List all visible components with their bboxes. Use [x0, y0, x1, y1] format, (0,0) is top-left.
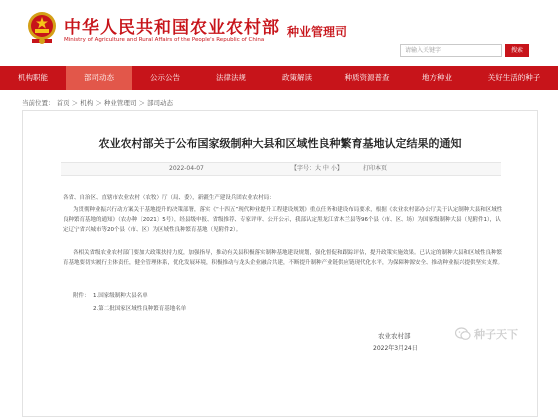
article-title: 农业农村部关于公布国家级制种大县和区域性良种繁育基地认定结果的通知	[98, 137, 462, 150]
section-name[interactable]: 种业管理司	[287, 25, 348, 39]
nav-item-seeds[interactable]: 关好生活的种子	[487, 73, 541, 82]
attachment-link[interactable]: 2.第二批国家区域性良种繁育基地名单	[93, 306, 187, 312]
breadcrumb-seed-dept[interactable]: 种业管理司	[103, 99, 137, 107]
nav-item-news[interactable]: 部司动态	[66, 66, 132, 90]
font-size-switch[interactable]: 【字号：大 中 小】	[291, 165, 343, 172]
breadcrumb	[22, 98, 173, 107]
article-paragraph: 各相关省级农业农村部门要加大政策扶持力度，加强指导，推动有关县积极落实制种基地建设规划，强化督促和跟踪评估，提升政策实施效果。已认定的制种大县和区域性良种繁育基地要切实履行主体责任，健全管理体系，优化发展环境，积极推动与龙头企业融合共建，不断提升制种产业链供应链现代化水平，为保障种源安全、推动种业振兴提供坚实支撑。	[63, 250, 504, 266]
main-nav	[0, 66, 558, 90]
breadcrumb-institutions[interactable]: 机构	[80, 99, 94, 107]
wechat-icon	[455, 327, 471, 341]
article-paragraph: 为贯彻种业振兴行动方案关于基地提升的决策部署，落实《“十四五”现代种业提升工程建设规划》重点任务和建设布局要求，根据《农业农村部办公厅关于认定制种大县和区域性良种繁育基地的通知》（农办种〔2021〕5号），经县级申报、省级推荐、专家评审、公开公示，我部认定黑龙江省木兰县等96个县（市、区、场）为国家级制种大县（见附件1），认定辽宁省兴城市等20个县（市、区）为区域性良种繁育基地（见附件2）。	[63, 207, 503, 233]
site-title[interactable]: 中华人民共和国农业农村部	[64, 18, 280, 38]
article-addressee: 各省、自治区、直辖市农业农村（农牧）厅（局、委），新疆生产建设兵团农业农村局：	[63, 195, 275, 201]
breadcrumb-news[interactable]: 部司动态	[147, 99, 174, 107]
print-link[interactable]: 打印本页	[363, 165, 388, 172]
breadcrumb-separator: ＞	[95, 99, 102, 107]
attachment-label: 附件：	[73, 293, 90, 299]
nav-item-notices[interactable]: 公示公告	[150, 73, 180, 82]
nav-item-local[interactable]: 地方种业	[422, 73, 452, 82]
watermark-text: 种子天下	[474, 328, 518, 341]
nav-item-policy[interactable]: 政策解读	[282, 73, 312, 82]
watermark	[455, 325, 518, 343]
nav-item-institutions[interactable]: 机构职能	[18, 73, 48, 82]
attachment-link[interactable]: 1.国家级制种大县名单	[93, 293, 148, 299]
article-signature-date: 2022年3月24日	[373, 345, 418, 352]
search-input[interactable]: 请输入关键字	[400, 44, 502, 57]
article-date: 2022-04-07	[169, 165, 204, 172]
breadcrumb-separator: ＞	[138, 99, 145, 107]
breadcrumb-separator: ＞	[71, 99, 79, 107]
nav-item-germplasm[interactable]: 种质资源普查	[344, 73, 390, 82]
site-header	[0, 0, 558, 64]
search-button[interactable]: 搜索	[505, 44, 529, 57]
nav-item-laws[interactable]: 法律法规	[216, 73, 246, 82]
breadcrumb-prefix: 当前位置：	[22, 99, 55, 107]
national-emblem-icon	[26, 10, 58, 46]
site-subtitle: Ministry of Agriculture and Rural Affairs of the People's Republic of China	[64, 37, 265, 43]
article-signature: 农业农村部	[378, 332, 411, 340]
breadcrumb-home[interactable]: 首页	[56, 99, 70, 107]
article-panel	[22, 110, 538, 417]
article-meta	[61, 162, 501, 176]
